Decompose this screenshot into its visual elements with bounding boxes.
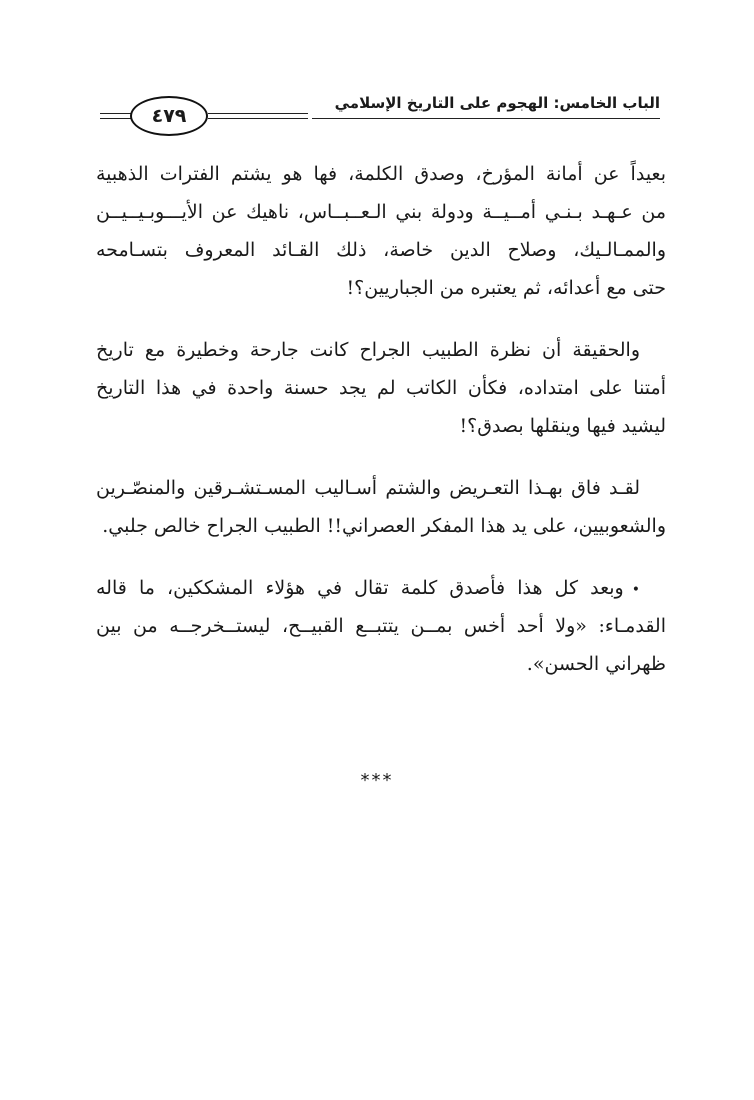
text-line: حتى مع أعدائه، ثم يعتبره من الجباريين؟!	[346, 277, 666, 299]
paragraph	[96, 469, 666, 545]
text-line	[96, 569, 666, 607]
body-text	[96, 155, 666, 683]
text-line: والحقيقة أن نظرة الطبيب الجراح كانت جارحة وخطيرة مع تاريخ	[96, 339, 640, 361]
chapter-title: الباب الخامس: الهجوم على التاريخ الإسلامي	[334, 94, 660, 112]
page-header	[100, 86, 660, 136]
header-rule-left-bottom	[100, 118, 132, 119]
text-line: ظهراني الحسن».	[526, 653, 666, 675]
header-rule-left-top	[100, 113, 132, 114]
paragraph	[96, 155, 666, 307]
text-line: بعيداً عن أمانة المؤرخ، وصدق الكلمة، فها هو يشتم الفترات الذهبية	[96, 163, 666, 185]
header-rule-double-bottom	[208, 118, 308, 119]
text-line: والشعوبيين، على يد هذا المفكر العصراني!! الطبيب الجراح خالص جلبي.	[102, 515, 666, 537]
paragraph	[96, 331, 666, 445]
text-line: من عـهـد بـنـي أمــيــة ودولة بني الـعــبــاس، ناهيك عن الأيـــوبـيــيــن	[96, 201, 666, 223]
paragraph-spacer	[96, 307, 666, 331]
text-line: لقـد فاق بهـذا التعـريض والشتم أسـاليب المسـتشـرقين والمنصّـرين	[96, 477, 640, 499]
paragraph	[96, 569, 666, 683]
text-line-content: وبعد كل هذا فأصدق كلمة تقال في هؤلاء المشككين، ما قاله	[96, 577, 624, 599]
text-line: والممـالـيك، وصلاح الدين خاصة، ذلك القـائد المعروف بتسـامحه	[96, 239, 666, 261]
header-rule-double-top	[208, 113, 308, 114]
text-line: ليشيد فيها وينقلها بصدق؟!	[459, 415, 666, 437]
paragraph-spacer	[96, 545, 666, 569]
header-rule	[312, 118, 660, 119]
section-separator: ***	[360, 770, 394, 791]
text-line: القدمـاء: «ولا أحد أخس بمــن يتتبــع القبيــح، ليستــخرجــه من بين	[96, 615, 666, 637]
text-line: أمتنا على امتداده، فكأن الكاتب لم يجد حسنة واحدة في هذا التاريخ	[96, 377, 666, 399]
paragraph-spacer	[96, 445, 666, 469]
bullet-icon: •	[631, 582, 640, 598]
page-number: ٤٧٩	[130, 96, 208, 136]
